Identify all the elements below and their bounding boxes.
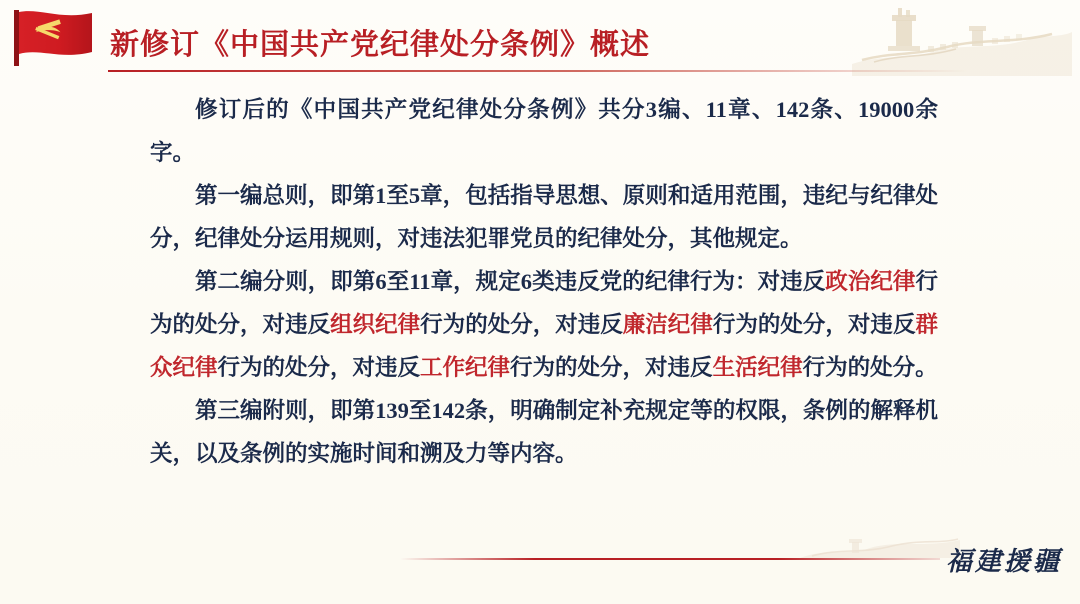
paragraph-overview: 修订后的《中国共产党纪律处分条例》共分3编、11章、142条、19000余字。 [150, 97, 938, 165]
text-run: 第二编分则，即第6至11章，规定6类违反党的纪律行为：对违反 [195, 269, 826, 294]
highlight-life-discipline: 生活纪律 [712, 355, 803, 380]
paragraph-part-two [150, 260, 938, 389]
slide-body [150, 88, 938, 475]
highlight-organizational-discipline: 组织纪律 [330, 312, 421, 337]
text-run: 行为的处分，对违反 [150, 269, 938, 337]
header-divider [108, 70, 968, 72]
slide-header [0, 0, 1080, 82]
slide-footer [0, 548, 1080, 578]
great-wall-ornament-icon [852, 2, 1072, 76]
party-flag-icon [14, 8, 96, 68]
paragraph-part-one: 第一编总则，即第1至5章，包括指导思想、原则和适用范围，违纪与纪律处分，纪律处分运用规则，对违法犯罪党员的纪律处分，其他规定。 [150, 183, 938, 251]
text-run: 行为的处分。 [802, 355, 938, 380]
text-run: 行为的处分，对违反 [217, 355, 421, 380]
ink-wash-ornament-icon [800, 532, 960, 572]
text-run: 行为的处分，对违反 [712, 312, 916, 337]
paragraph-part-three: 第三编附则，即第139至142条，明确制定补充规定等的权限，条例的解释机关，以及条例的实施时间和溯及力等内容。 [150, 398, 938, 466]
footer-signature: 福建援疆 [945, 547, 1062, 576]
highlight-political-discipline: 政治纪律 [825, 269, 916, 294]
highlight-work-discipline: 工作纪律 [420, 355, 511, 380]
text-run: 行为的处分，对违反 [420, 312, 623, 337]
text-run: 行为的处分，对违反 [510, 355, 713, 380]
page-title: 新修订《中国共产党纪律处分条例》概述 [110, 29, 651, 61]
highlight-mass-discipline: 群众纪律 [150, 312, 938, 380]
highlight-integrity-discipline: 廉洁纪律 [622, 312, 713, 337]
